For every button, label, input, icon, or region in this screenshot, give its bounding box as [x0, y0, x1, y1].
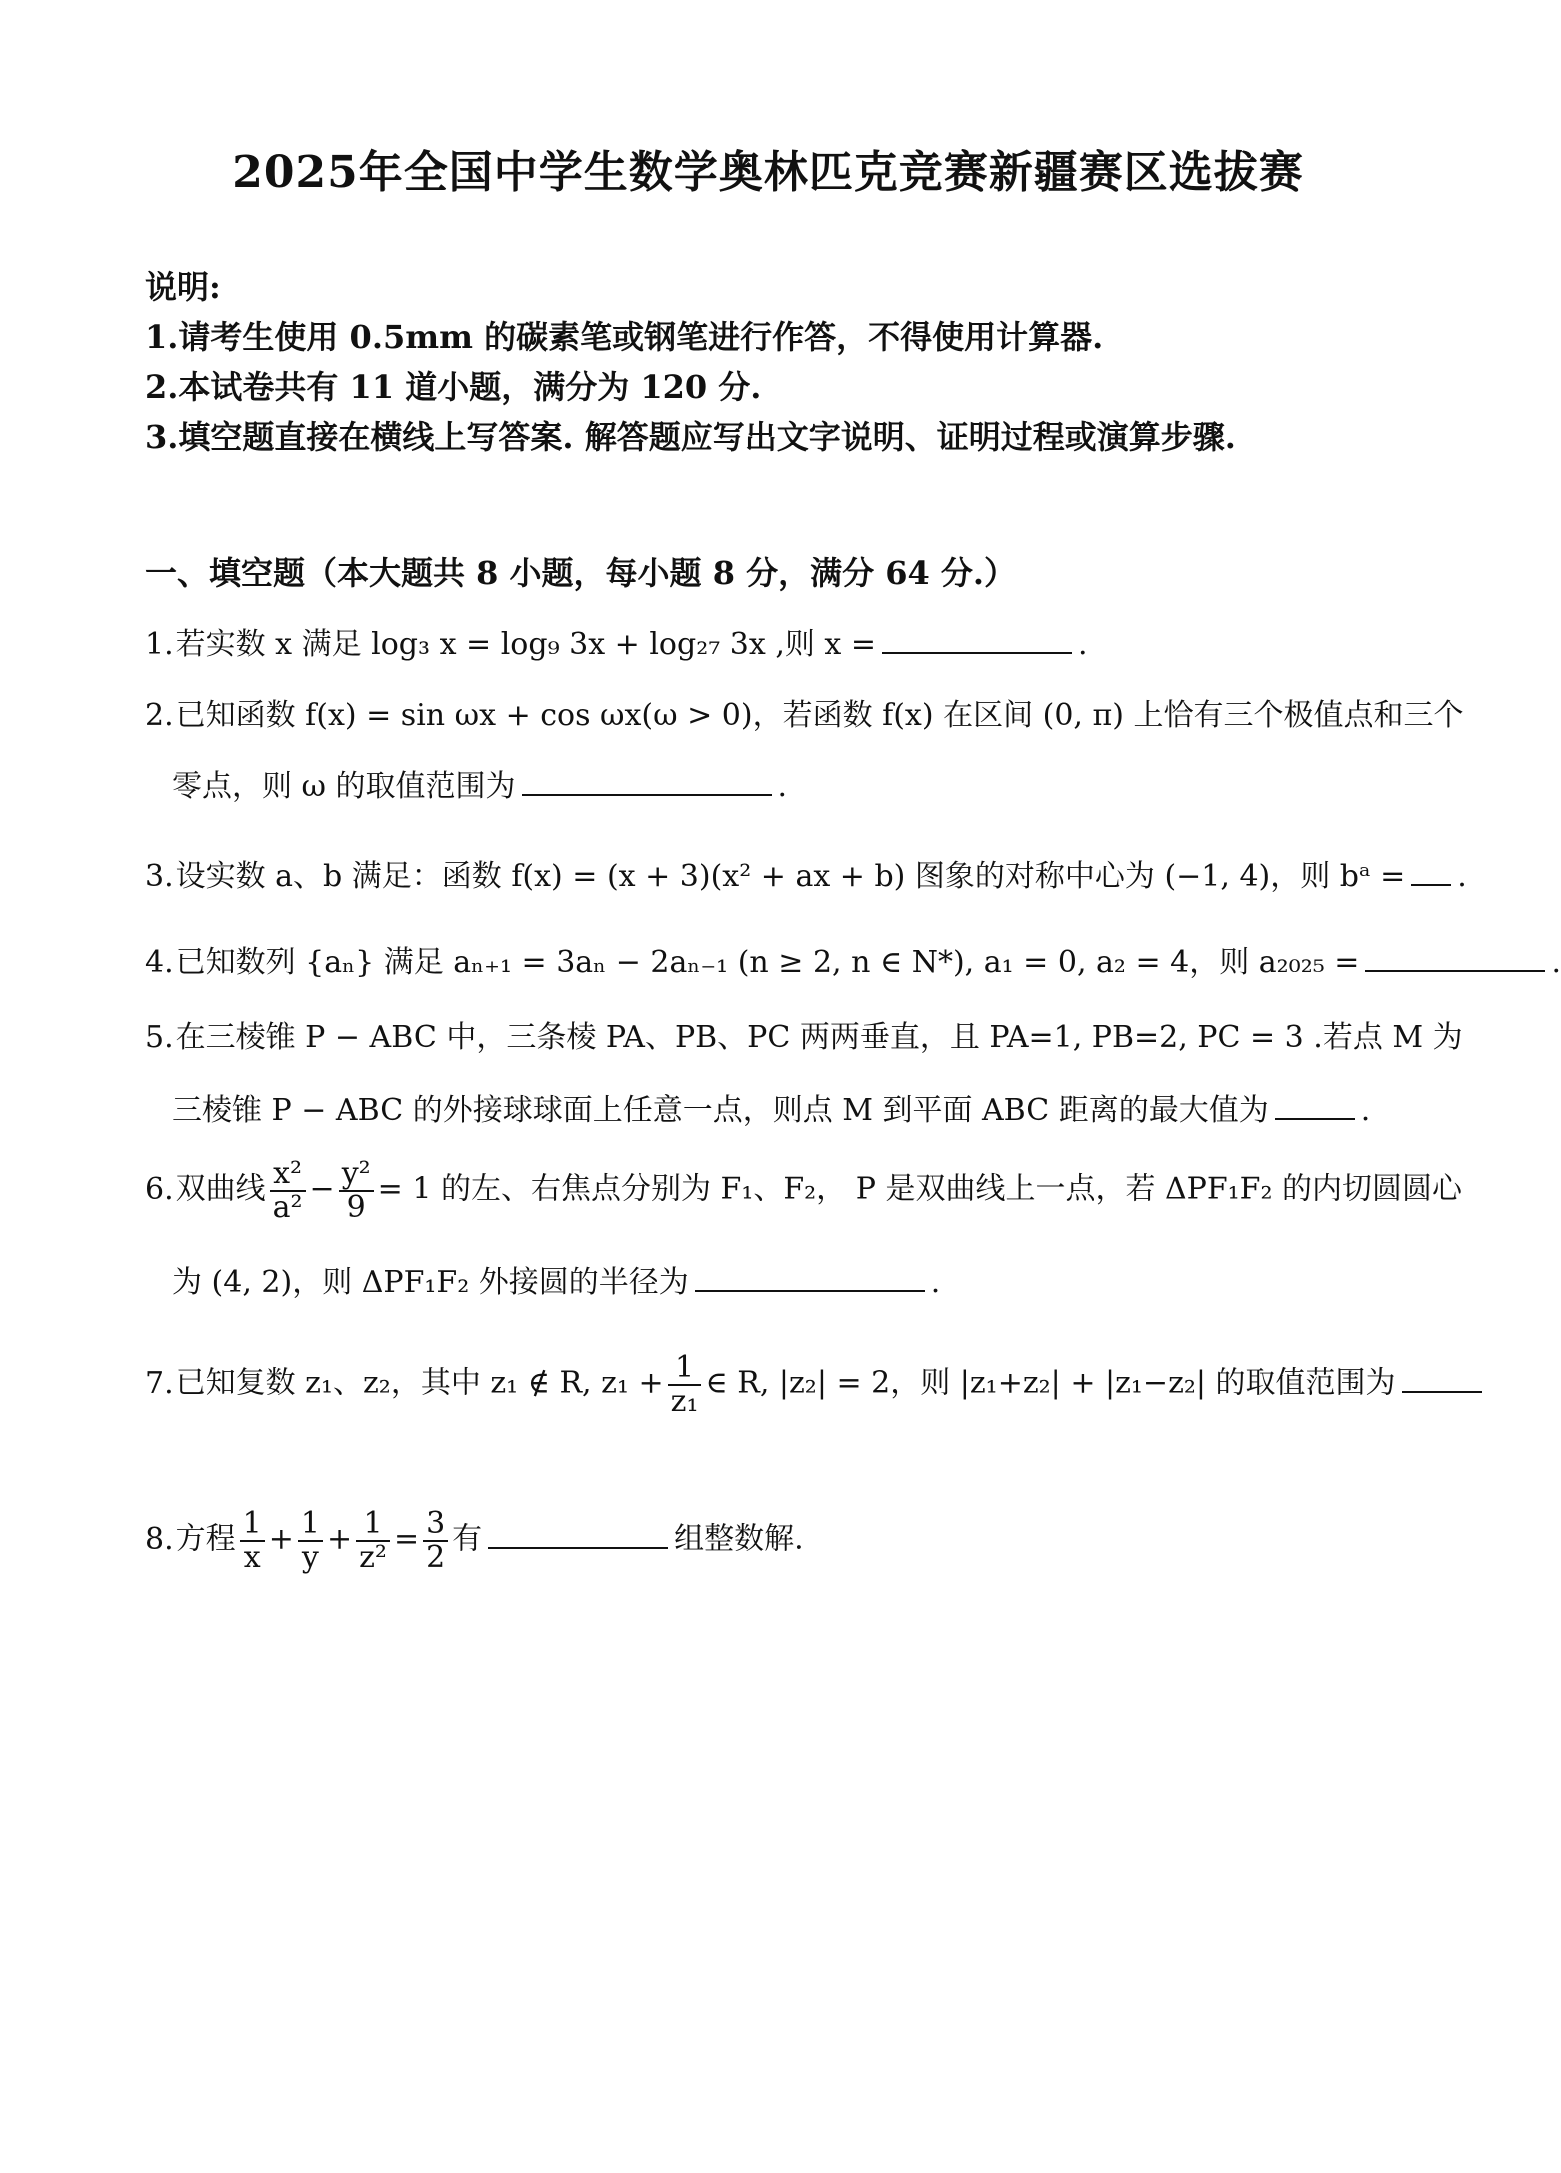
answer-blank[interactable] — [1411, 858, 1451, 886]
fraction — [240, 1508, 265, 1573]
question-text: 为 (4, 2)，则 ΔPF₁F₂ 外接圆的半径为 — [172, 1265, 689, 1300]
question-5-line2 — [172, 1092, 1370, 1129]
question-end: . — [1457, 859, 1467, 894]
numerator: x² — [270, 1158, 306, 1192]
fraction — [356, 1508, 390, 1573]
fraction — [668, 1352, 702, 1417]
answer-blank[interactable] — [695, 1264, 925, 1292]
question-text: ∈ R, |z₂| = 2，则 |z₁+z₂| + |z₁−z₂| 的取值范围为 — [705, 1365, 1396, 1401]
fraction — [298, 1508, 323, 1573]
numerator: y² — [339, 1158, 374, 1192]
answer-blank[interactable] — [488, 1521, 668, 1549]
denominator: a² — [272, 1189, 303, 1225]
question-end: . — [1551, 945, 1561, 980]
question-text: 在三棱锥 P − ABC 中，三条棱 PA、PB、PC 两两垂直，且 PA=1, PB=2, PC = 3 .若点 M 为 — [175, 1020, 1463, 1055]
operator: = — [393, 1521, 420, 1557]
question-number: 4. — [145, 945, 174, 980]
denominator: z² — [359, 1539, 387, 1575]
answer-blank[interactable] — [1365, 944, 1545, 972]
denominator: y — [301, 1539, 319, 1575]
instruction-item-2: 2.本试卷共有 11 道小题，满分为 120 分. — [145, 368, 762, 406]
section-title: 一、填空题（本大题共 8 小题，每小题 8 分，满分 64 分.） — [145, 554, 1017, 592]
question-1 — [145, 626, 1088, 663]
exam-title: 2025年全国中学生数学奥林匹克竞赛新疆赛区选拔赛 — [232, 147, 1304, 198]
operator: − — [309, 1171, 335, 1207]
numerator: 3 — [423, 1508, 448, 1542]
denominator: 2 — [426, 1539, 446, 1575]
question-2-line2 — [172, 768, 787, 805]
instructions-heading: 说明: — [145, 268, 221, 306]
question-text: 已知数列 {aₙ} 满足 aₙ₊₁ = 3aₙ − 2aₙ₋₁ (n ≥ 2, n ∈ N*), a₁ = 0, a₂ = 4，则 a₂₀₂₅ = — [175, 945, 1360, 980]
question-text: 有 — [452, 1521, 483, 1557]
question-text: 已知复数 z₁、z₂，其中 z₁ ∉ R, z₁ + — [175, 1365, 664, 1401]
question-text: 三棱锥 P − ABC 的外接球球面上任意一点，则点 M 到平面 ABC 距离的最大值为 — [172, 1093, 1269, 1128]
fraction — [423, 1508, 448, 1573]
question-number: 3. — [145, 859, 174, 894]
question-text: 双曲线 — [175, 1171, 266, 1207]
denominator: z₁ — [670, 1383, 699, 1419]
question-number: 8. — [145, 1521, 174, 1557]
numerator: 1 — [356, 1508, 390, 1542]
question-6 — [145, 1158, 1462, 1223]
question-2 — [145, 698, 1463, 734]
answer-blank[interactable] — [1402, 1365, 1482, 1393]
question-3 — [145, 858, 1467, 895]
instruction-item-3: 3.填空题直接在横线上写答案. 解答题应写出文字说明、证明过程或演算步骤. — [145, 418, 1236, 456]
question-end: . — [930, 1265, 941, 1300]
question-text: = 1 的左、右焦点分别为 F₁、F₂， P 是双曲线上一点，若 ΔPF₁F₂ 的内切圆圆心 — [377, 1171, 1463, 1207]
answer-blank[interactable] — [882, 626, 1072, 654]
question-7 — [145, 1352, 1488, 1417]
question-number: 2. — [145, 698, 174, 733]
question-text: 已知函数 f(x) = sin ωx + cos ωx(ω > 0)，若函数 f(x) 在区间 (0, π) 上恰有三个极值点和三个 — [175, 698, 1464, 733]
answer-blank[interactable] — [1275, 1092, 1355, 1120]
instruction-item-1: 1.请考生使用 0.5mm 的碳素笔或钢笔进行作答，不得使用计算器. — [145, 318, 1104, 356]
question-end: . — [777, 769, 788, 804]
question-end: . — [1360, 1093, 1371, 1128]
numerator: 1 — [298, 1508, 323, 1542]
question-6-line2 — [172, 1264, 940, 1301]
question-4 — [145, 944, 1561, 981]
fraction — [270, 1158, 306, 1223]
question-text: 零点，则 ω 的取值范围为 — [172, 769, 516, 804]
answer-blank[interactable] — [522, 768, 772, 796]
fraction — [339, 1158, 374, 1223]
question-8 — [145, 1508, 804, 1573]
question-number: 1. — [145, 627, 174, 662]
denominator: x — [243, 1539, 261, 1575]
denominator: 9 — [346, 1189, 366, 1225]
question-5 — [145, 1020, 1463, 1056]
numerator: 1 — [240, 1508, 265, 1542]
operator: + — [326, 1521, 353, 1557]
operator: + — [268, 1521, 294, 1557]
question-end: . — [1078, 627, 1088, 662]
question-number: 6. — [145, 1171, 174, 1207]
question-text: 若实数 x 满足 log₃ x = log₉ 3x + log₂₇ 3x ,则 x = — [175, 627, 876, 662]
question-text: 方程 — [175, 1521, 236, 1557]
numerator: 1 — [668, 1352, 702, 1386]
question-text: 组整数解. — [674, 1521, 804, 1557]
question-number: 5. — [145, 1020, 174, 1055]
question-number: 7. — [145, 1365, 174, 1401]
question-text: 设实数 a、b 满足：函数 f(x) = (x + 3)(x² + ax + b) 图象的对称中心为 (−1, 4)，则 bᵃ = — [175, 859, 1406, 894]
